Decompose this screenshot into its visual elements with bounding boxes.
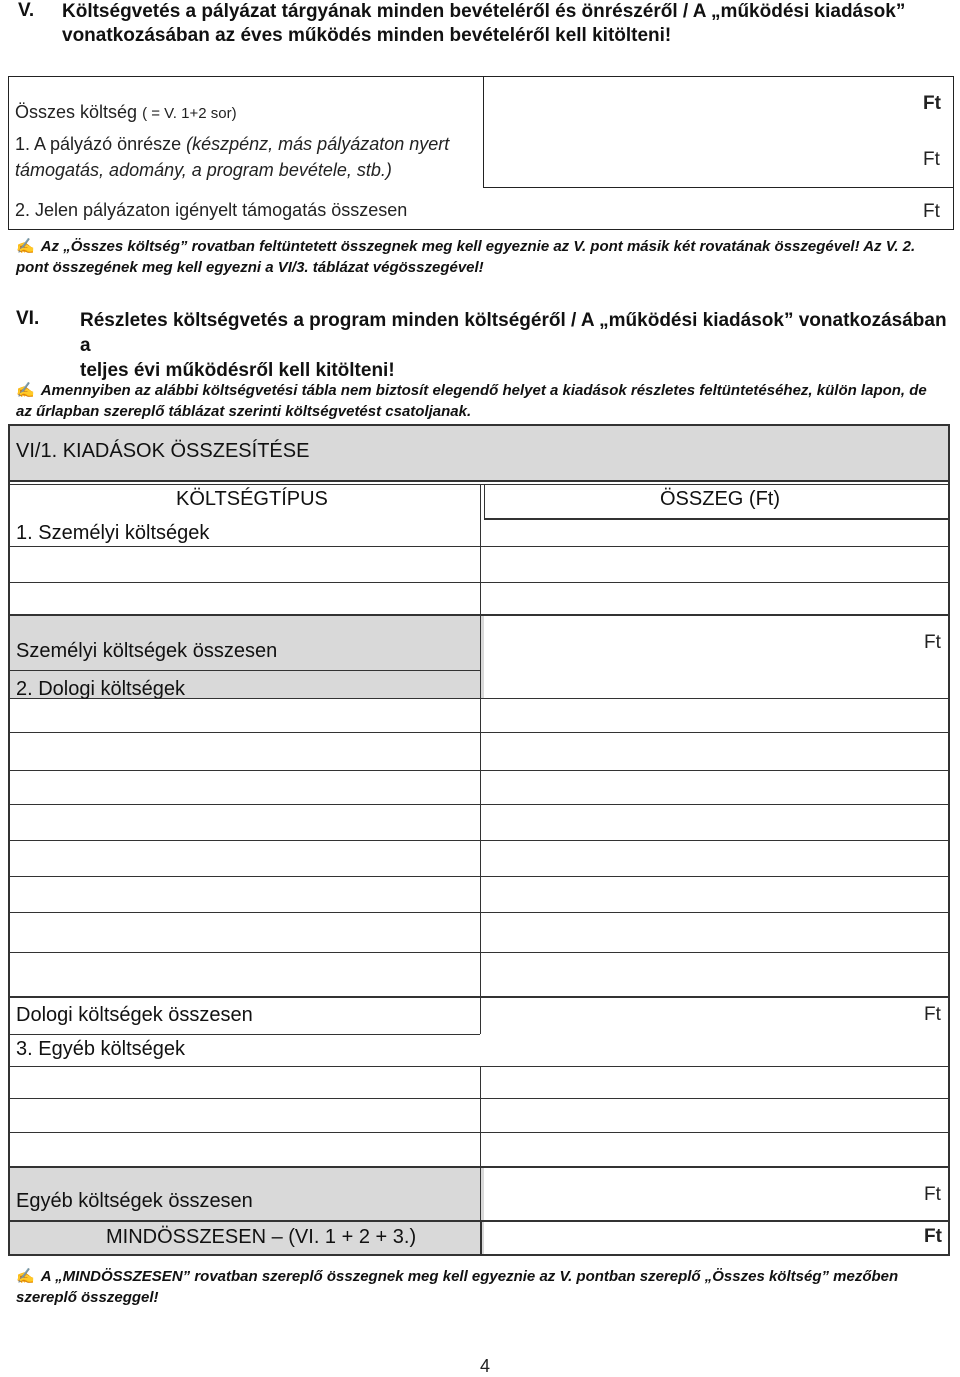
note-total-cost [16, 236, 956, 278]
note-grand-total-line2: szereplő összeggel! [16, 1289, 159, 1306]
total-cost-hint: ( = V. 1+2 sor) [142, 105, 237, 122]
material-cost-type-field-1[interactable] [12, 734, 478, 768]
section-vi-number: VI. [16, 308, 40, 329]
writing-hand-icon: ✍ [16, 382, 35, 399]
own-contribution-currency: Ft [923, 149, 940, 170]
note-extra-sheet-line2: az űrlapban szereplő táblázat szerinti költségvetést csatoljanak. [16, 403, 472, 420]
total-cost-amount-field[interactable] [483, 77, 951, 185]
section-vi-title [80, 308, 950, 383]
other-total-currency: Ft [924, 1184, 941, 1205]
grand-total-currency: Ft [924, 1226, 942, 1247]
note-grand-total-line1: A „MINDÖSSZESEN” rovatban szereplő összegnek meg kell egyeznie az V. pontban szereplő „Összes költség” mezőben [40, 1268, 899, 1285]
material-costs-label: 2. Dologi költségek [16, 678, 185, 700]
section-v-number: V. [18, 0, 35, 21]
personal-total-label: Személyi költségek összesen [16, 640, 278, 662]
col-type-header: KÖLTSÉGTÍPUS [176, 488, 328, 510]
writing-hand-icon: ✍ [16, 238, 35, 255]
note-total-cost-line1: Az „Összes költség” rovatban feltüntetett összegnek meg kell egyeznie az V. pont másik két rovatának összegével! Az V. 2. [40, 238, 916, 255]
expenses-table [8, 424, 950, 1256]
other-costs-label: 3. Egyéb költségek [16, 1038, 185, 1060]
other-total-label: Egyéb költségek összesen [16, 1190, 253, 1212]
personal-cost-amount-field-1[interactable] [484, 548, 946, 578]
total-cost-row [15, 99, 237, 127]
col-amount-header: ÖSSZEG (Ft) [660, 488, 780, 510]
own-contribution-hint-2: támogatás, adomány, a program bevétele, stb.) [15, 160, 392, 180]
expenses-heading: VI/1. KIADÁSOK ÖSSZESÍTÉSE [16, 440, 310, 462]
personal-total-currency: Ft [924, 632, 941, 653]
own-contribution-text: 1. A pályázó önrésze [15, 134, 182, 154]
note-extra-sheet-line1: Amennyiben az alábbi költségvetési tábla nem biztosít elegendő helyet a kiadások részletes feltüntetéséhez, külön lapon, de [40, 382, 927, 399]
note-extra-sheet [16, 380, 960, 422]
section-vi-title-line2: teljes évi működésről kell kitölteni! [80, 360, 395, 381]
grand-total-label: MINDÖSSZESEN – (VI. 1 + 2 + 3.) [106, 1226, 417, 1248]
personal-costs-label: 1. Személyi költségek [16, 522, 210, 544]
note-grand-total [16, 1266, 960, 1308]
total-cost-label: Összes költség [15, 102, 138, 122]
personal-cost-type-field-2[interactable] [12, 584, 478, 612]
note-total-cost-line2: pont összegének meg kell egyezni a VI/3. táblázat végösszegével! [16, 259, 484, 276]
own-contribution-label [15, 131, 449, 157]
own-contribution-hint: (készpénz, más pályázaton nyert [186, 134, 450, 154]
personal-cost-amount-field-2[interactable] [484, 584, 946, 612]
requested-grant-label: 2. Jelen pályázaton igényelt támogatás összesen [15, 200, 408, 220]
material-total-label: Dologi költségek összesen [16, 1004, 253, 1026]
total-cost-currency: Ft [923, 93, 941, 114]
section-vi-title-line1: Részletes költségvetés a program minden költségéről / A „működési kiadások” vonatkozásában a [80, 310, 947, 356]
material-cost-amount-field-1[interactable] [484, 734, 946, 768]
requested-grant-currency: Ft [923, 201, 940, 222]
personal-cost-type-field-1[interactable] [12, 548, 478, 578]
page-number: 4 [480, 1356, 491, 1376]
writing-hand-icon: ✍ [16, 1268, 35, 1285]
material-total-currency: Ft [924, 1004, 941, 1025]
section-v-title: Költségvetés a pályázat tárgyának minden bevételéről és önrészéről / A „működési kiadások” vonatkozásában az éves működés minden bevételéről kell kitölteni! [62, 1, 906, 46]
